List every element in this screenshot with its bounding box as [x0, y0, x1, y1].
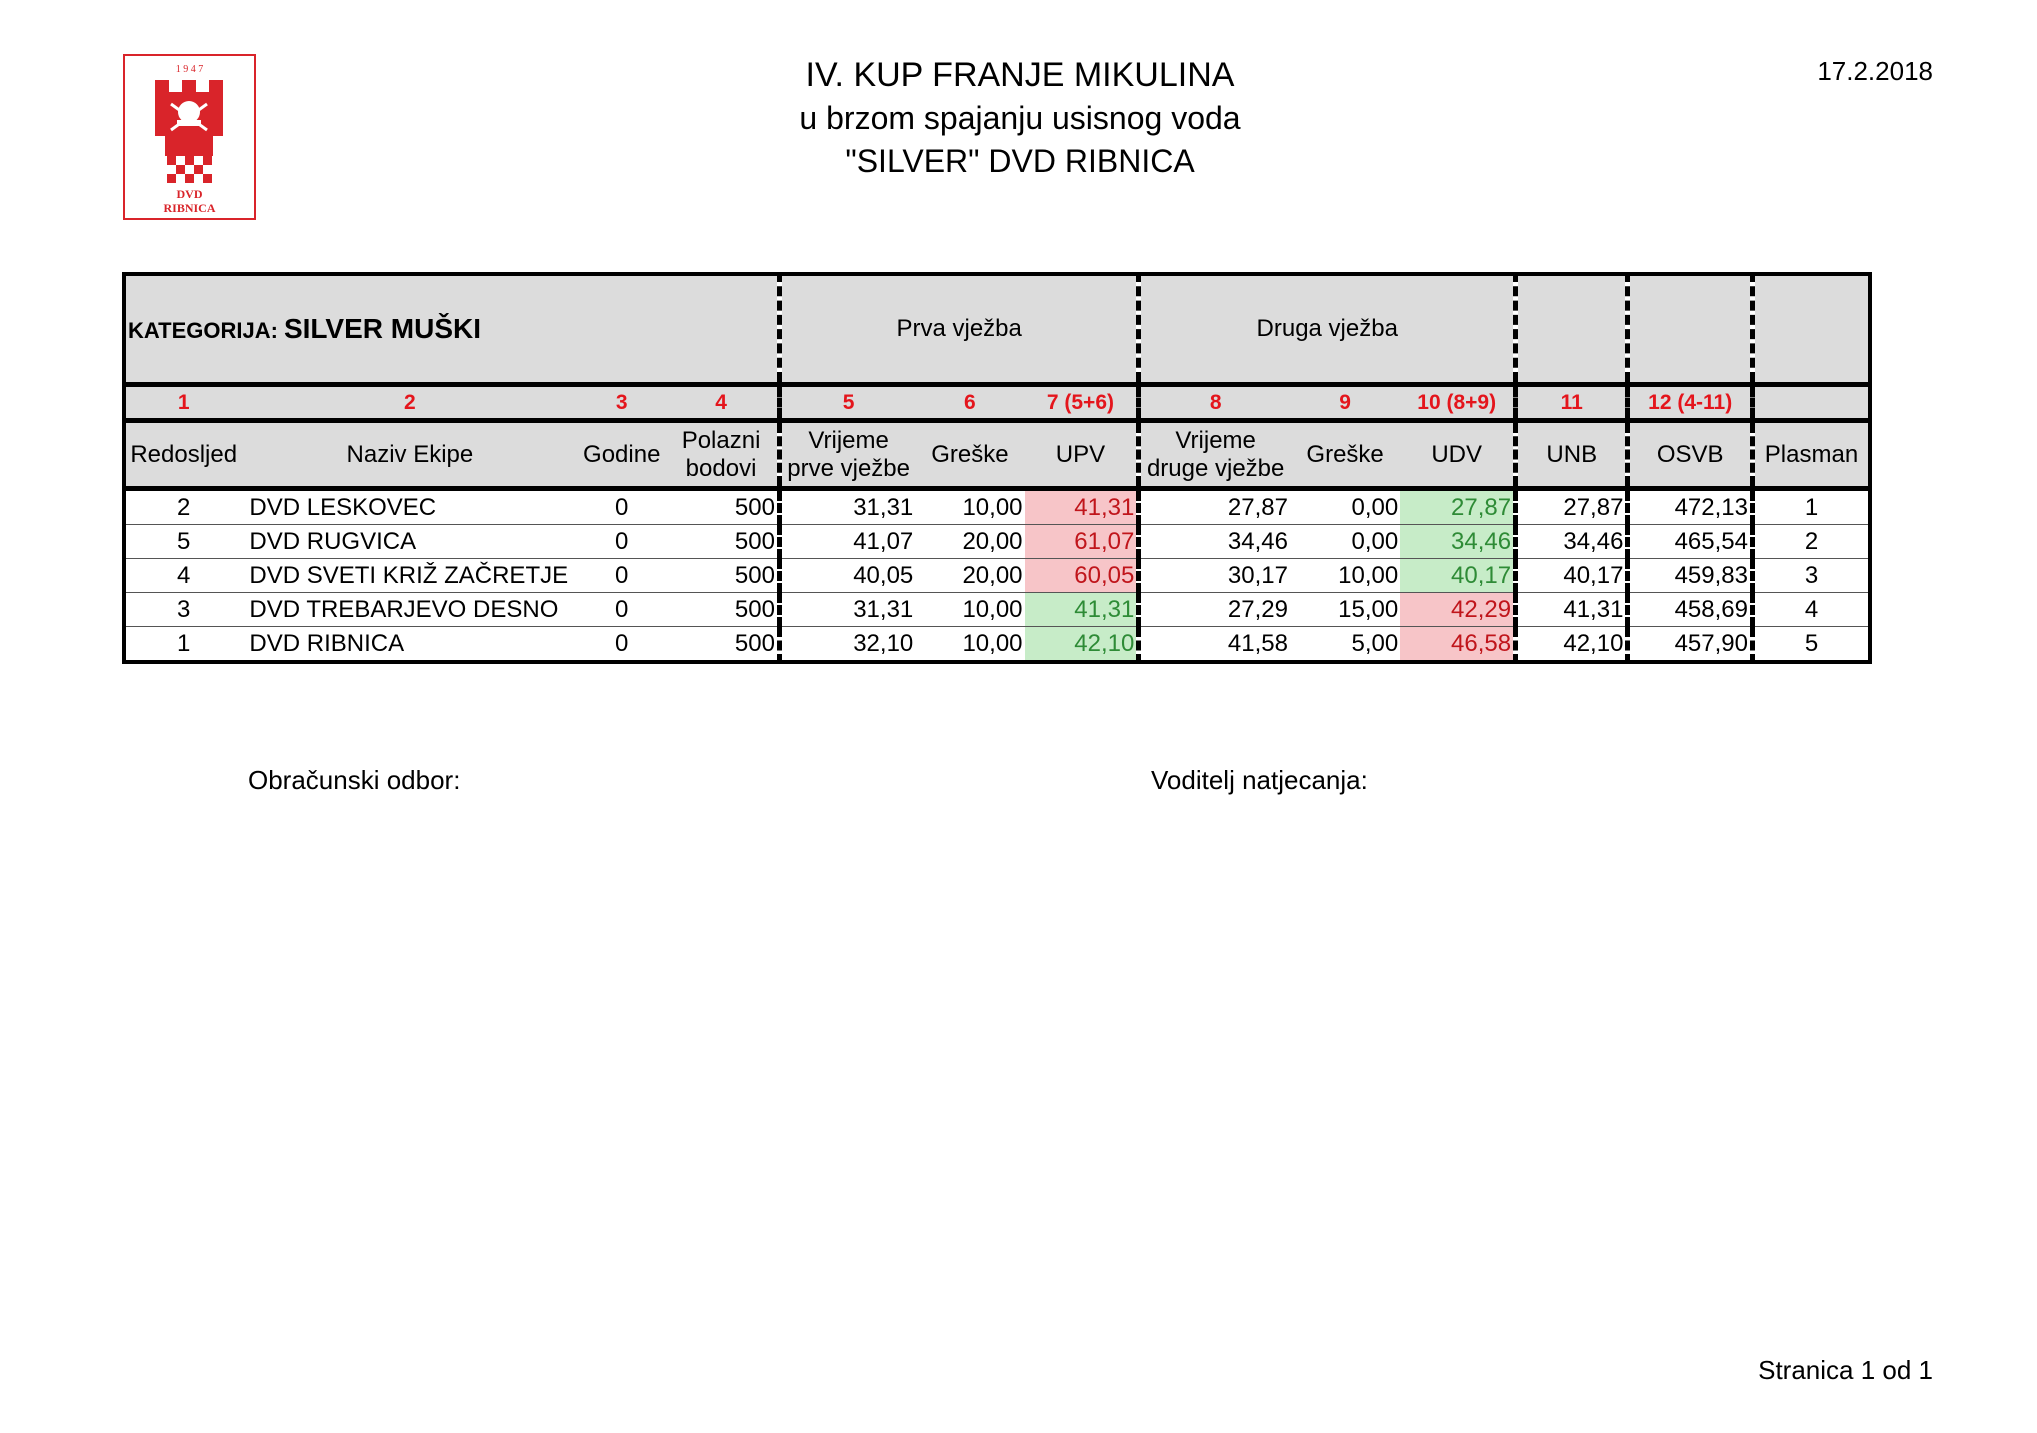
cell-naziv: DVD RUGVICA	[241, 525, 578, 559]
cell-upv: 61,07	[1025, 525, 1139, 559]
cell-greske-2: 0,00	[1290, 489, 1400, 525]
header-plasman: Plasman	[1752, 421, 1870, 489]
header-redosljed: Redosljed	[130, 440, 238, 468]
cell-greske-1: 10,00	[915, 489, 1024, 525]
results-body	[124, 489, 1870, 663]
col-number: 1	[177, 390, 190, 414]
cell-udv: 27,87	[1400, 489, 1515, 525]
col-number: 10 (8+9)	[1417, 390, 1497, 414]
cell-godine: 0	[578, 525, 665, 559]
cell-osvb: 465,54	[1628, 525, 1753, 559]
cell-polazni: 500	[665, 489, 779, 525]
cell-greske-1: 10,00	[962, 629, 1023, 657]
cell-godine: 0	[615, 629, 629, 657]
cell-greske-2: 10,00	[1290, 559, 1400, 593]
table-row	[124, 489, 1870, 525]
title-line-3: "SILVER" DVD RIBNICA	[845, 143, 1195, 179]
col-number: 12 (4-11)	[1628, 385, 1753, 421]
group-second-exercise: Druga vježba	[1139, 274, 1516, 385]
category-value: SILVER MUŠKI	[283, 313, 481, 344]
table-row	[124, 627, 1870, 663]
cell-greske-1: 20,00	[915, 525, 1024, 559]
logo-line2: RIBNICA	[163, 201, 216, 215]
signature-right-label: Voditelj natjecanja:	[1151, 765, 1368, 795]
col-number: 6	[964, 390, 976, 414]
header-vrijeme-druge: Vrijeme druge vježbe	[1139, 421, 1290, 489]
page-footer: Stranica 1 od 1	[1758, 1355, 1933, 1385]
cell-upv: 41,31	[1025, 489, 1139, 525]
category-label: KATEGORIJA:	[128, 318, 278, 343]
title-line-1: IV. KUP FRANJE MIKULINA	[805, 56, 1235, 94]
col-number: 11	[1516, 385, 1628, 421]
cell-polazni: 500	[665, 559, 779, 593]
table-row	[124, 593, 1870, 627]
cell-vrijeme-druge: 34,46	[1139, 525, 1290, 559]
title-line-2: u brzom spajanju usisnog voda	[799, 100, 1241, 136]
cell-vrijeme-druge: 27,29	[1139, 593, 1290, 627]
dvd-ribnica-logo	[123, 54, 256, 220]
header-udv: UDV	[1431, 440, 1482, 468]
document-date: 17.2.2018	[1817, 56, 1933, 86]
cell-vrijeme-prve: 31,31	[779, 489, 915, 525]
cell-plasman: 1	[1752, 489, 1870, 525]
header-upv: UPV	[1055, 440, 1106, 468]
cell-osvb: 457,90	[1628, 627, 1753, 663]
cell-udv: 42,29	[1400, 593, 1515, 627]
col-number: 4	[715, 390, 727, 414]
col-number: 5	[779, 385, 915, 421]
group-empty-unb	[1516, 274, 1628, 385]
cell-plasman: 4	[1752, 593, 1870, 627]
table-row	[124, 525, 1870, 559]
header-naziv-ekipe: Naziv Ekipe	[346, 440, 474, 468]
cell-upv: 41,31	[1025, 593, 1139, 627]
cell-redosljed: 1	[177, 629, 191, 657]
cell-polazni: 500	[734, 629, 775, 657]
cell-udv: 46,58	[1400, 627, 1515, 663]
header-greske-1: Greške	[931, 440, 1009, 468]
cell-vrijeme-prve: 41,07	[779, 525, 915, 559]
col-number: 9	[1339, 390, 1351, 414]
group-empty-osvb	[1628, 274, 1753, 385]
column-header-row	[124, 421, 1870, 489]
cell-polazni: 500	[665, 525, 779, 559]
cell-vrijeme-druge: 27,87	[1139, 489, 1290, 525]
cell-vrijeme-druge: 41,58	[1139, 627, 1290, 663]
group-first-exercise: Prva vježba	[779, 274, 1138, 385]
cell-godine: 0	[578, 559, 665, 593]
header-unb: UNB	[1516, 421, 1628, 489]
cell-plasman: 2	[1752, 525, 1870, 559]
col-number: 7 (5+6)	[1046, 390, 1114, 414]
cell-unb: 27,87	[1516, 489, 1628, 525]
col-number: 8	[1139, 385, 1290, 421]
cell-udv: 40,17	[1400, 559, 1515, 593]
cell-godine: 0	[578, 593, 665, 627]
cell-redosljed: 5	[124, 525, 241, 559]
logo-year: 1 9 4 7	[175, 64, 204, 75]
cell-unb: 34,46	[1516, 525, 1628, 559]
castle-emblem-icon	[125, 56, 254, 218]
cell-udv: 34,46	[1400, 525, 1515, 559]
cell-unb: 42,10	[1516, 627, 1628, 663]
cell-naziv: DVD TREBARJEVO DESNO	[241, 593, 578, 627]
cell-naziv: DVD RIBNICA	[249, 629, 405, 657]
col-number: 2	[404, 390, 416, 414]
cell-redosljed: 2	[124, 489, 241, 525]
header-polazni-bodovi: Polazni bodovi	[681, 426, 761, 482]
cell-vrijeme-prve: 32,10	[779, 627, 915, 663]
cell-upv: 60,05	[1025, 559, 1139, 593]
logo-line1: DVD	[176, 187, 203, 201]
results-table	[122, 272, 1872, 664]
cell-unb: 41,31	[1516, 593, 1628, 627]
cell-osvb: 472,13	[1628, 489, 1753, 525]
col-number	[1752, 385, 1870, 421]
group-empty-plasman	[1752, 274, 1870, 385]
cell-naziv: DVD LESKOVEC	[241, 489, 578, 525]
table-row	[124, 559, 1870, 593]
header-greske-2: Greške	[1306, 440, 1384, 468]
cell-vrijeme-prve: 40,05	[779, 559, 915, 593]
cell-osvb: 458,69	[1628, 593, 1753, 627]
cell-redosljed: 4	[124, 559, 241, 593]
cell-plasman: 5	[1752, 627, 1870, 663]
cell-godine: 0	[578, 489, 665, 525]
cell-naziv: DVD SVETI KRIŽ ZAČRETJE	[241, 559, 578, 593]
header-vrijeme-prve: Vrijeme prve vježbe	[779, 421, 915, 489]
cell-vrijeme-druge: 30,17	[1139, 559, 1290, 593]
cell-greske-1: 20,00	[915, 559, 1024, 593]
header-osvb: OSVB	[1628, 421, 1753, 489]
category-row	[124, 274, 1870, 385]
cell-upv: 42,10	[1025, 627, 1139, 663]
signature-left-label: Obračunski odbor:	[248, 765, 461, 795]
category-cell	[124, 274, 779, 385]
cell-osvb: 459,83	[1628, 559, 1753, 593]
cell-redosljed: 3	[124, 593, 241, 627]
cell-polazni: 500	[665, 593, 779, 627]
cell-unb: 40,17	[1516, 559, 1628, 593]
col-number: 3	[615, 390, 628, 414]
header-godine: Godine	[583, 440, 661, 468]
cell-greske-2: 5,00	[1351, 629, 1399, 657]
document-title	[630, 54, 1410, 183]
cell-greske-2: 0,00	[1290, 525, 1400, 559]
cell-greske-2: 15,00	[1290, 593, 1400, 627]
cell-plasman: 3	[1752, 559, 1870, 593]
cell-greske-1: 10,00	[915, 593, 1024, 627]
cell-vrijeme-prve: 31,31	[779, 593, 915, 627]
column-number-row	[124, 385, 1870, 421]
